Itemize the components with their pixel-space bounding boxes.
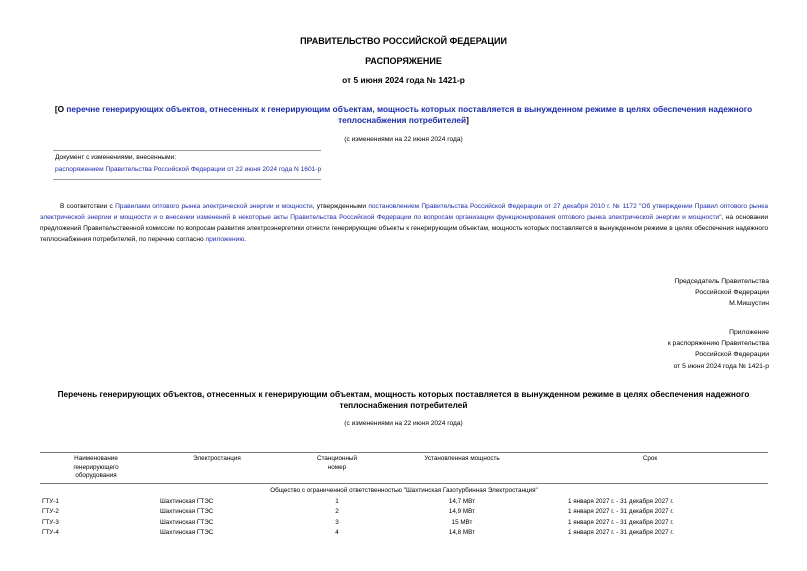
header-station: Электростанция bbox=[152, 453, 282, 484]
table-row bbox=[40, 528, 768, 539]
cell-name: ГТУ-2 bbox=[42, 508, 59, 515]
list-title: Перечень генерирующих объектов, отнесенных к генерирующим объектам, мощность которых поставляется в вынужденном режиме в целях обеспечения надежного теплоснабжения потребителей bbox=[57, 389, 750, 410]
signature-line-1: Председатель Правительства bbox=[674, 278, 769, 285]
paragraph-text-2: , утвержденными bbox=[312, 203, 369, 210]
cell-capacity: 15 МВт bbox=[451, 518, 473, 526]
title-bracket-close: ] bbox=[466, 115, 469, 125]
appendix-line-4: от 5 июня 2024 года № 1421-р bbox=[673, 362, 769, 370]
appendix-link[interactable]: приложению bbox=[205, 236, 245, 243]
signature-line-2: Российской Федерации bbox=[695, 289, 769, 297]
appendix-line-2: к распоряжению Правительства bbox=[667, 340, 769, 348]
cell-term: 1 января 2027 г. - 31 декабря 2027 г. bbox=[568, 508, 674, 515]
cell-number: 1 bbox=[335, 497, 339, 505]
signature-line-3: М.Мишустин bbox=[729, 300, 769, 308]
cell-name: ГТУ-1 bbox=[42, 497, 59, 505]
cell-number: 3 bbox=[335, 518, 339, 526]
cell-station: Шахтинская ГТЭС bbox=[160, 497, 214, 505]
cell-number: 2 bbox=[335, 508, 339, 515]
government-heading: ПРАВИТЕЛЬСТВО РОССИЙСКОЙ ФЕДЕРАЦИИ bbox=[300, 36, 507, 46]
cell-name: ГТУ-4 bbox=[42, 529, 59, 536]
appendix-line-3: Российской Федерации bbox=[695, 351, 769, 359]
cell-station: Шахтинская ГТЭС bbox=[160, 529, 214, 536]
document-title bbox=[52, 104, 755, 126]
document-type: РАСПОРЯЖЕНИЕ bbox=[365, 56, 442, 66]
appendix-line-1: Приложение bbox=[729, 329, 769, 336]
changes-note: (с изменениями на 22 июня 2024 года) bbox=[344, 136, 463, 143]
group-name: Общество с ограниченной ответственностью "Шахтинская Газотурбинная Электростанция" bbox=[270, 486, 538, 494]
cell-number: 4 bbox=[335, 529, 339, 536]
generating-objects-table bbox=[40, 452, 768, 539]
main-paragraph bbox=[40, 201, 768, 245]
title-link[interactable]: перечне генерирующих объектов, отнесенных к генерирующим объектам, мощность которых поставляется в вынужденном режиме в целях обеспечения надежного теплоснабжения потребителей bbox=[66, 104, 753, 125]
header-capacity: Установленная мощность bbox=[392, 453, 532, 484]
table-group-row bbox=[40, 483, 768, 497]
cell-name: ГТУ-3 bbox=[42, 518, 59, 526]
cell-capacity: 14,7 МВт bbox=[448, 497, 476, 505]
table-row bbox=[40, 497, 768, 508]
title-bracket-open: [О bbox=[54, 104, 67, 114]
header-name: Наименование генерирующего оборудования bbox=[40, 453, 152, 484]
amendments-label: Документ с изменениями, внесенными: bbox=[55, 154, 177, 161]
signature-block bbox=[674, 276, 769, 310]
cell-term: 1 января 2027 г. - 31 декабря 2027 г. bbox=[568, 518, 674, 526]
list-changes-note: (с изменениями на 22 июня 2024 года) bbox=[344, 420, 463, 427]
amendments-link[interactable]: распоряжением Правительства Российской Федерации от 22 июня 2024 года N 1601-р bbox=[55, 166, 322, 173]
table-row bbox=[40, 507, 768, 518]
cell-capacity: 14,9 МВт bbox=[448, 508, 476, 515]
cell-station: Шахтинская ГТЭС bbox=[160, 518, 214, 526]
paragraph-text-3: , на основании предложений Правительственной комиссии по вопросам развития электроэнергетики отнести генерирующие объекты к генерирующим объектам, мощность которых поставляется в вынужденном режиме в целях обеспечения надежного теплоснабжения потребителей, по перечню согласно bbox=[40, 214, 768, 243]
header-term: Срок bbox=[532, 453, 768, 484]
divider-top bbox=[53, 150, 321, 151]
cell-capacity: 14,8 МВт bbox=[448, 529, 476, 536]
header-number: Станционный номер bbox=[282, 453, 392, 484]
divider-bottom bbox=[53, 179, 321, 180]
paragraph-text-4: . bbox=[244, 236, 247, 243]
cell-station: Шахтинская ГТЭС bbox=[160, 508, 214, 515]
table-row bbox=[40, 518, 768, 529]
paragraph-text-1: В соответствии с bbox=[60, 203, 116, 210]
document-date-number: от 5 июня 2024 года № 1421-р bbox=[342, 75, 465, 85]
table-header-row bbox=[40, 453, 768, 484]
cell-term: 1 января 2027 г. - 31 декабря 2027 г. bbox=[568, 497, 674, 505]
resolution-link[interactable]: постановлением Правительства Российской Федерации от 27 декабря 2010 г. № 1172 "Об утверждении Правил оптового рынка электрической энергии и мощности и о внесении изменений в некоторые акты Правительства Российской Федерации по вопросам организации функционирования оптового рынка электрической энергии и мощности" bbox=[40, 203, 768, 221]
rules-link[interactable]: Правилами оптового рынка электрической энергии и мощности bbox=[115, 203, 313, 210]
cell-term: 1 января 2027 г. - 31 декабря 2027 г. bbox=[568, 529, 674, 536]
appendix-block bbox=[668, 327, 769, 372]
